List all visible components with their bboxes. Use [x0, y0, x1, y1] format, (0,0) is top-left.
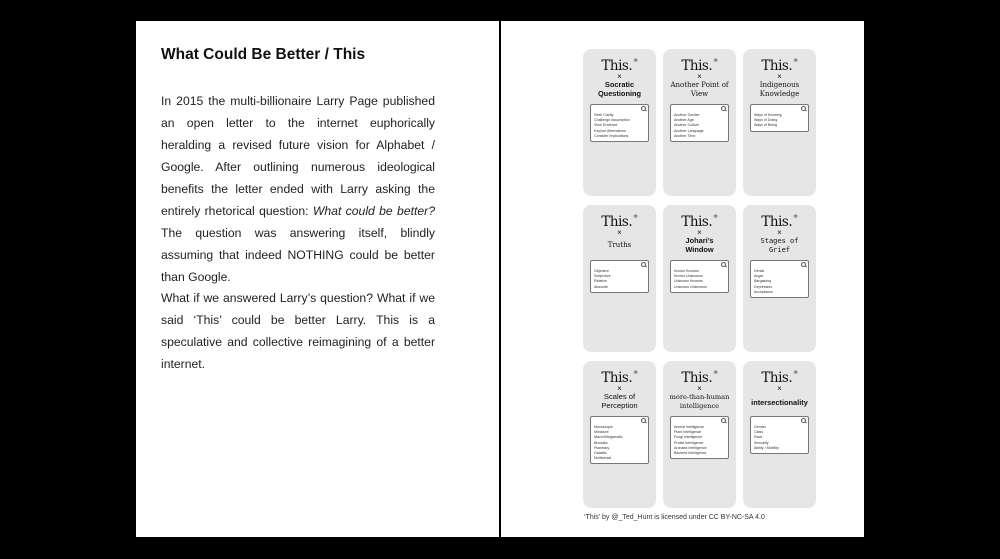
brand-logo: This.® [681, 370, 718, 386]
list-item: Sexuality [754, 440, 769, 445]
list-item: Bargaining [754, 279, 772, 284]
list-item: Miniature [594, 430, 609, 435]
list-item: Consider Implications [594, 133, 629, 138]
list-item: Denial [754, 269, 765, 273]
list-item: Seek Clarity [594, 113, 614, 117]
card-subtitle: Stages of Grief [760, 237, 799, 254]
brand-logo: This.® [601, 58, 638, 74]
search-icon [721, 106, 726, 111]
list-item: Explore Alternatives [594, 128, 626, 133]
brand-logo: This.® [601, 214, 638, 230]
list-item: Objective [594, 269, 609, 273]
card-grid [583, 49, 815, 509]
list-item: Archaea Intelligence [674, 445, 707, 450]
card-subtitle: Another Point of View [670, 81, 729, 98]
times-icon: × [777, 72, 782, 81]
list-item: Another Culture [674, 123, 700, 128]
list-item: Microscopic [594, 425, 613, 429]
times-icon: × [617, 72, 622, 81]
second-paragraph: What if we answered Larry’s question? What if we said ‘This’ could be better Larry. This is a speculative and collective reimagining of a better internet. [161, 291, 435, 371]
list-item: Gender [754, 425, 766, 429]
search-results-box [670, 104, 729, 142]
list-item: View Evidence [594, 123, 618, 128]
list-item: Subjective [594, 274, 611, 279]
card-socratic-questioning [583, 49, 656, 196]
card-subtitle: Johari’s Window [685, 236, 714, 254]
list-item: Unknown Knowns [674, 279, 703, 284]
card-subtitle: Scales of Perception [601, 392, 638, 410]
search-icon [801, 262, 806, 267]
search-icon [641, 106, 646, 111]
list-item: Ability / Mobility [754, 445, 779, 450]
card-subtitle: Truths [607, 241, 632, 249]
times-icon: × [697, 384, 702, 393]
list-item: Another Language [674, 128, 704, 133]
card-scales-of-perception [583, 361, 656, 508]
search-icon [721, 418, 726, 423]
list-item: Another Age [674, 118, 694, 123]
list-item: Anger [754, 274, 764, 279]
list-item: Galactic [594, 451, 607, 456]
list-item: Multiversal [594, 456, 612, 461]
search-results-box [750, 104, 809, 132]
list-item: Ways of Being [754, 123, 778, 128]
list-item: Class [754, 430, 763, 435]
search-icon [641, 262, 646, 267]
list-item: Protist Intelligence [674, 440, 704, 445]
license-caption: ‘This’ by @_Ted_Hunt is licensed under CC BY-NC-SA 4.0 [584, 514, 765, 521]
list-item: Known Knowns [674, 269, 699, 273]
card-subtitle: intersectionality [751, 398, 808, 407]
intro-paragraph [161, 90, 435, 288]
list-item: Absolute [594, 284, 608, 289]
brand-logo: This.® [761, 370, 798, 386]
list-item: Unknown Unknowns [674, 284, 707, 289]
list-item: Another Time [674, 133, 696, 138]
list-item: Fungi Intelligence [674, 435, 703, 440]
card-subtitle: Indigenous Knowledge [759, 81, 800, 98]
card-subtitle: more-than-human intelligence [669, 393, 730, 410]
brand-logo: This.® [761, 214, 798, 230]
search-results-box [750, 260, 809, 298]
search-results-box [670, 260, 729, 293]
list-item: Plant Intelligence [674, 430, 702, 435]
search-icon [801, 106, 806, 111]
brand-logo: This.® [681, 214, 718, 230]
list-item: Known Unknowns [674, 274, 703, 279]
list-item: Macro/Megamatic [594, 435, 623, 440]
search-icon [721, 262, 726, 267]
times-icon: × [697, 72, 702, 81]
card-indigenous-knowledge [743, 49, 816, 196]
list-item: Animal Intelligence [674, 425, 705, 429]
list-item: Planetary [594, 445, 610, 450]
brand-logo: This.® [681, 58, 718, 74]
list-item: Another Gender [674, 113, 700, 117]
list-item: Bacteria Intelligence [674, 451, 707, 456]
left-page [136, 21, 499, 537]
card-another-point-of-view [663, 49, 736, 196]
search-icon [641, 418, 646, 423]
brand-logo: This.® [601, 370, 638, 386]
search-results-box [670, 416, 729, 459]
search-results-box [750, 416, 809, 454]
times-icon: × [777, 228, 782, 237]
list-item: Race [754, 435, 763, 440]
intro-text-part-2: The question was answering itself, blindly assuming that indeed NOTHING could be better than Google. [161, 226, 435, 284]
card-more-than-human-intelligence [663, 361, 736, 508]
list-item: Ways of Doing [754, 118, 778, 123]
search-icon [801, 418, 806, 423]
search-results-box [590, 416, 649, 464]
intro-text-part-1: In 2015 the multi-billionaire Larry Page published an open letter to the internet euphorically heralding a revised future vision for Alphabet / Google. After outlining numerous ideological benefits the letter ended with Larry asking the entirely rhetorical question: [161, 94, 435, 218]
card-stages-of-grief [743, 205, 816, 352]
times-icon: × [777, 384, 782, 393]
list-item: Challenge Assumption [594, 118, 630, 123]
card-intersectionality [743, 361, 816, 508]
list-item: Depression [754, 284, 773, 289]
right-page [501, 21, 864, 537]
intro-italic-question: What could be better? [312, 204, 435, 218]
times-icon: × [697, 228, 702, 237]
list-item: Biomatic [594, 440, 608, 445]
page-title: What Could Be Better / This [161, 46, 366, 63]
brand-logo: This.® [761, 58, 798, 74]
list-item: Acceptance [754, 289, 773, 294]
list-item: Relative [594, 279, 607, 284]
card-joharis-window [663, 205, 736, 352]
card-truths [583, 205, 656, 352]
search-results-box [590, 104, 649, 142]
times-icon: × [617, 228, 622, 237]
search-results-box [590, 260, 649, 293]
list-item: Ways of Knowing [754, 113, 782, 117]
times-icon: × [617, 384, 622, 393]
card-subtitle: Socratic Questioning [597, 80, 642, 98]
